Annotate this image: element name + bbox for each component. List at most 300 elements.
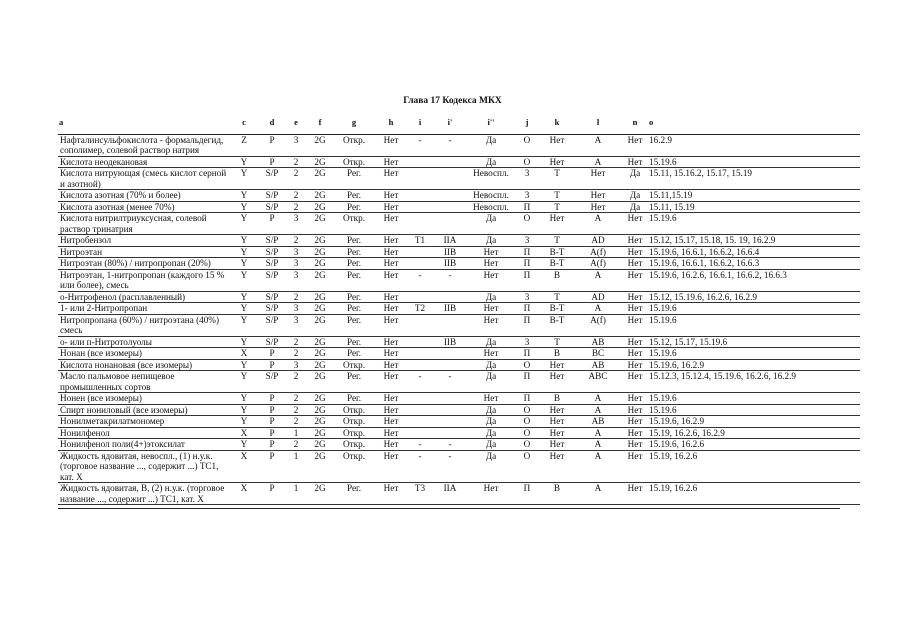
cell-l: BC <box>574 348 622 360</box>
cell-f: 2G <box>306 269 334 291</box>
cell-k: B <box>540 269 574 291</box>
cell-j: П <box>514 246 540 258</box>
cell-i2: IIA <box>432 483 468 505</box>
cell-g: Откр. <box>334 134 374 156</box>
cell-n: Нет <box>622 258 648 270</box>
cell-d: P <box>258 404 286 416</box>
cell-g: Рег. <box>334 393 374 405</box>
cell-n: Нет <box>622 371 648 393</box>
cell-o: 15.19.6 <box>648 156 860 168</box>
cell-o: 15.19, 16.2.6 <box>648 483 860 505</box>
cell-h: Нет <box>374 168 408 190</box>
table-header-row <box>58 116 860 134</box>
cell-a: Спирт нониловый (все изомеры) <box>58 404 230 416</box>
cell-j: П <box>514 348 540 360</box>
cell-n: Нет <box>622 314 648 336</box>
cell-k: Нет <box>540 213 574 235</box>
cell-c: Y <box>230 439 258 451</box>
cell-l: AD <box>574 291 622 303</box>
cell-a: Нитробензол <box>58 235 230 247</box>
cell-i2 <box>432 359 468 371</box>
cell-l: A <box>574 393 622 405</box>
cell-h: Нет <box>374 393 408 405</box>
cell-a: Нитроэтан <box>58 246 230 258</box>
cell-n: Нет <box>622 427 648 439</box>
cell-e: 3 <box>286 134 306 156</box>
cell-o: 15.12, 15.17, 15.18, 15. 19, 16.2.9 <box>648 235 860 247</box>
cell-e: 1 <box>286 483 306 505</box>
cell-i2 <box>432 213 468 235</box>
cell-i <box>408 213 432 235</box>
cell-g: Откр. <box>334 450 374 483</box>
cell-l: A(f) <box>574 258 622 270</box>
table-row <box>58 439 860 451</box>
cell-n: Нет <box>622 291 648 303</box>
cell-g: Рег. <box>334 483 374 505</box>
cell-f: 2G <box>306 483 334 505</box>
cell-f: 2G <box>306 235 334 247</box>
cell-f: 2G <box>306 371 334 393</box>
table-row <box>58 393 860 405</box>
column-header-f: f <box>306 116 334 134</box>
cell-n: Нет <box>622 348 648 360</box>
cell-i3: Да <box>468 371 514 393</box>
cell-n: Нет <box>622 134 648 156</box>
cell-c: Y <box>230 303 258 315</box>
cell-e: 3 <box>286 246 306 258</box>
cell-i3: Нет <box>468 314 514 336</box>
cell-f: 2G <box>306 156 334 168</box>
cell-l: AB <box>574 336 622 348</box>
cell-k: B <box>540 393 574 405</box>
cell-c: Y <box>230 393 258 405</box>
cell-c: Y <box>230 291 258 303</box>
cell-c: Y <box>230 201 258 213</box>
cell-j: П <box>514 303 540 315</box>
table-row <box>58 359 860 371</box>
cell-d: P <box>258 427 286 439</box>
cell-i2 <box>432 190 468 202</box>
cell-g: Рег. <box>334 303 374 315</box>
cell-n: Нет <box>622 235 648 247</box>
cell-n: Нет <box>622 483 648 505</box>
cell-g: Рег. <box>334 314 374 336</box>
cell-a: Нафталинсульфокислота - формальдегид, сополимер, солевой раствор натрия <box>58 134 230 156</box>
cell-h: Нет <box>374 235 408 247</box>
cell-j: О <box>514 439 540 451</box>
cell-i2 <box>432 404 468 416</box>
cell-j: О <box>514 213 540 235</box>
cell-h: Нет <box>374 156 408 168</box>
cell-f: 2G <box>306 427 334 439</box>
cell-k: T <box>540 336 574 348</box>
cell-i: T2 <box>408 303 432 315</box>
cell-l: Нет <box>574 168 622 190</box>
cell-f: 2G <box>306 404 334 416</box>
cell-h: Нет <box>374 190 408 202</box>
table-row <box>58 168 860 190</box>
cell-h: Нет <box>374 258 408 270</box>
column-header-j: j <box>514 116 540 134</box>
cell-o: 15.19.6 <box>648 393 860 405</box>
cell-l: Нет <box>574 190 622 202</box>
cell-i2 <box>432 348 468 360</box>
table-row <box>58 450 860 483</box>
cell-k: Нет <box>540 450 574 483</box>
cell-d: S/P <box>258 201 286 213</box>
cell-i3: Да <box>468 359 514 371</box>
cell-c: Y <box>230 258 258 270</box>
cell-i3: Нет <box>468 258 514 270</box>
cell-g: Рег. <box>334 348 374 360</box>
cell-l: AD <box>574 235 622 247</box>
cell-c: Z <box>230 134 258 156</box>
cell-i: - <box>408 439 432 451</box>
cell-o: 15.19.6 <box>648 348 860 360</box>
cell-a: Кислота азотная (70% и более) <box>58 190 230 202</box>
cell-n: Нет <box>622 393 648 405</box>
cell-e: 2 <box>286 235 306 247</box>
cell-i <box>408 393 432 405</box>
cell-k: T <box>540 235 574 247</box>
cell-d: P <box>258 348 286 360</box>
cell-c: Y <box>230 269 258 291</box>
cell-j: П <box>514 258 540 270</box>
table-row <box>58 371 860 393</box>
column-header-d: d <box>258 116 286 134</box>
cell-h: Нет <box>374 303 408 315</box>
cell-a: Нитропропана (60%) / нитроэтана (40%) смесь <box>58 314 230 336</box>
table-row <box>58 291 860 303</box>
cell-i: - <box>408 450 432 483</box>
page-title: Глава 17 Кодекса МКХ <box>403 96 502 106</box>
cell-f: 2G <box>306 439 334 451</box>
cell-o: 15.19.6 <box>648 314 860 336</box>
cell-n: Нет <box>622 269 648 291</box>
table-row <box>58 303 860 315</box>
cell-f: 2G <box>306 258 334 270</box>
cell-h: Нет <box>374 269 408 291</box>
cell-a: Нонилфенол поли(4+)этоксилат <box>58 439 230 451</box>
cell-o: 15.19, 16.2.6, 16.2.9 <box>648 427 860 439</box>
cell-o: 15.12, 15.17, 15.19.6 <box>648 336 860 348</box>
cell-i3: Невоспл. <box>468 190 514 202</box>
cell-h: Нет <box>374 483 408 505</box>
cell-d: P <box>258 213 286 235</box>
cell-o: 16.2.9 <box>648 134 860 156</box>
cell-c: Y <box>230 336 258 348</box>
cell-i3: Да <box>468 439 514 451</box>
cell-f: 2G <box>306 314 334 336</box>
column-header-h: h <box>374 116 408 134</box>
cell-i3: Да <box>468 336 514 348</box>
cell-o: 15.11, 15.19 <box>648 201 860 213</box>
table-row <box>58 483 860 505</box>
cell-i <box>408 258 432 270</box>
cell-i2 <box>432 416 468 428</box>
cell-j: 3 <box>514 291 540 303</box>
cell-i3: Нет <box>468 348 514 360</box>
cell-i <box>408 156 432 168</box>
table-row <box>58 246 860 258</box>
cell-c: Y <box>230 314 258 336</box>
table-row <box>58 416 860 428</box>
cell-f: 2G <box>306 303 334 315</box>
cell-f: 2G <box>306 201 334 213</box>
cell-j: О <box>514 404 540 416</box>
cell-d: S/P <box>258 371 286 393</box>
cell-f: 2G <box>306 291 334 303</box>
cell-i <box>408 427 432 439</box>
cell-i <box>408 201 432 213</box>
cell-e: 2 <box>286 190 306 202</box>
cell-n: Нет <box>622 213 648 235</box>
cell-i2 <box>432 427 468 439</box>
cell-d: S/P <box>258 246 286 258</box>
cell-a: Жидкость ядовитая, невоспл., (1) н.у.к. (торговое название ..., содержит ...) TC1, кат. X <box>58 450 230 483</box>
cell-g: Откр. <box>334 404 374 416</box>
cell-l: A <box>574 213 622 235</box>
cargo-table <box>58 116 860 505</box>
cell-g: Откр. <box>334 427 374 439</box>
cell-o: 15.19.6, 16.2.9 <box>648 416 860 428</box>
cell-e: 2 <box>286 371 306 393</box>
cell-o: 15.11,15.19 <box>648 190 860 202</box>
cell-l: A <box>574 404 622 416</box>
cell-n: Нет <box>622 450 648 483</box>
cell-o: 15.19.6 <box>648 213 860 235</box>
cell-i <box>408 336 432 348</box>
cell-a: Нитроэтан (80%) / нитропропан (20%) <box>58 258 230 270</box>
cell-g: Откр. <box>334 156 374 168</box>
cell-h: Нет <box>374 314 408 336</box>
cell-i2: - <box>432 269 468 291</box>
cell-e: 2 <box>286 291 306 303</box>
cell-g: Рег. <box>334 246 374 258</box>
cell-k: Нет <box>540 156 574 168</box>
cell-n: Нет <box>622 303 648 315</box>
table-row <box>58 314 860 336</box>
cell-i <box>408 404 432 416</box>
cell-f: 2G <box>306 168 334 190</box>
cell-a: Кислота нитрующая (смесь кислот серной и азотной) <box>58 168 230 190</box>
cell-o: 15.19.6, 16.6.1, 16.6.2, 16.6.3 <box>648 258 860 270</box>
cell-o: 15.19.6, 16.2.6, 16.6.1, 16.6.2, 16.6.3 <box>648 269 860 291</box>
cell-a: 1- или 2-Нитропропан <box>58 303 230 315</box>
cell-e: 2 <box>286 348 306 360</box>
cell-d: S/P <box>258 269 286 291</box>
table-row <box>58 201 860 213</box>
cell-e: 3 <box>286 303 306 315</box>
cell-l: A <box>574 450 622 483</box>
cell-f: 2G <box>306 246 334 258</box>
cell-d: S/P <box>258 258 286 270</box>
cell-h: Нет <box>374 371 408 393</box>
cell-k: B-T <box>540 303 574 315</box>
cell-c: X <box>230 427 258 439</box>
cell-d: S/P <box>258 168 286 190</box>
cell-f: 2G <box>306 213 334 235</box>
cell-i3: Да <box>468 291 514 303</box>
cell-e: 1 <box>286 427 306 439</box>
cell-i2: - <box>432 371 468 393</box>
cell-o: 15.12, 15.19.6, 16.2.6, 16.2.9 <box>648 291 860 303</box>
cell-a: Кислота нитрилтриуксусная, солевой раствор тринатрия <box>58 213 230 235</box>
cell-h: Нет <box>374 404 408 416</box>
column-header-o: o <box>648 116 860 134</box>
cell-n: Нет <box>622 336 648 348</box>
cell-g: Откр. <box>334 213 374 235</box>
cell-c: X <box>230 450 258 483</box>
cell-g: Рег. <box>334 201 374 213</box>
cell-k: T <box>540 201 574 213</box>
cell-l: AB <box>574 359 622 371</box>
cell-k: T <box>540 291 574 303</box>
cell-h: Нет <box>374 348 408 360</box>
cell-j: 3 <box>514 336 540 348</box>
cell-j: О <box>514 427 540 439</box>
cell-l: A <box>574 427 622 439</box>
cell-g: Рег. <box>334 371 374 393</box>
cell-i: - <box>408 371 432 393</box>
cell-k: B-T <box>540 314 574 336</box>
cell-i <box>408 190 432 202</box>
cell-o: 15.19, 16.2.6 <box>648 450 860 483</box>
cell-a: Кислота азотная (менее 70%) <box>58 201 230 213</box>
cell-e: 1 <box>286 450 306 483</box>
cell-e: 3 <box>286 258 306 270</box>
cell-j: 3 <box>514 168 540 190</box>
cell-h: Нет <box>374 427 408 439</box>
cell-h: Нет <box>374 359 408 371</box>
cell-l: A <box>574 483 622 505</box>
cell-i3: Нет <box>468 483 514 505</box>
column-header-n: n <box>622 116 648 134</box>
cell-i2: IIB <box>432 336 468 348</box>
cell-e: 2 <box>286 156 306 168</box>
cell-i2 <box>432 393 468 405</box>
cell-g: Рег. <box>334 269 374 291</box>
cell-c: Y <box>230 416 258 428</box>
cell-j: П <box>514 269 540 291</box>
column-header-i2: i' <box>432 116 468 134</box>
cell-l: A <box>574 439 622 451</box>
cell-i: - <box>408 269 432 291</box>
table-row <box>58 134 860 156</box>
cell-a: Нонан (все изомеры) <box>58 348 230 360</box>
cell-f: 2G <box>306 393 334 405</box>
cell-i2: - <box>432 450 468 483</box>
cell-f: 2G <box>306 359 334 371</box>
cell-i: T1 <box>408 235 432 247</box>
cell-k: B-T <box>540 258 574 270</box>
column-header-k: k <box>540 116 574 134</box>
cell-i3: Да <box>468 416 514 428</box>
cell-i3: Нет <box>468 246 514 258</box>
cell-d: S/P <box>258 190 286 202</box>
cell-d: P <box>258 393 286 405</box>
cell-k: Нет <box>540 404 574 416</box>
cell-f: 2G <box>306 190 334 202</box>
cell-l: AB <box>574 416 622 428</box>
cell-i3: Да <box>468 235 514 247</box>
cell-i3: Нет <box>468 269 514 291</box>
cell-n: Нет <box>622 359 648 371</box>
cell-i2: IIA <box>432 235 468 247</box>
cell-j: П <box>514 371 540 393</box>
cell-i: - <box>408 134 432 156</box>
cell-c: Y <box>230 190 258 202</box>
cell-k: Нет <box>540 134 574 156</box>
cell-i2 <box>432 168 468 190</box>
cell-h: Нет <box>374 246 408 258</box>
cell-c: Y <box>230 213 258 235</box>
cell-g: Рег. <box>334 235 374 247</box>
cell-o: 15.19.6 <box>648 404 860 416</box>
cell-a: Нонилфенол <box>58 427 230 439</box>
cell-l: A <box>574 134 622 156</box>
cell-e: 3 <box>286 359 306 371</box>
cell-j: 3 <box>514 235 540 247</box>
column-header-a: a <box>58 116 230 134</box>
cell-k: Нет <box>540 439 574 451</box>
cell-i <box>408 314 432 336</box>
cell-c: Y <box>230 156 258 168</box>
table-row <box>58 258 860 270</box>
cell-o: 15.12.3, 15.12.4, 15.19.6, 16.2.6, 16.2.9 <box>648 371 860 393</box>
cell-i2: - <box>432 134 468 156</box>
cell-g: Откр. <box>334 416 374 428</box>
cell-i3: Невоспл. <box>468 201 514 213</box>
cell-h: Нет <box>374 134 408 156</box>
cell-l: A <box>574 269 622 291</box>
cell-k: B <box>540 348 574 360</box>
cell-c: Y <box>230 235 258 247</box>
cell-e: 2 <box>286 336 306 348</box>
cell-a: Масло пальмовое непищевое промышленных сортов <box>58 371 230 393</box>
cell-h: Нет <box>374 201 408 213</box>
cell-o: 15.19.6, 16.2.6 <box>648 439 860 451</box>
cell-i <box>408 416 432 428</box>
cell-e: 2 <box>286 416 306 428</box>
cell-i2: IIB <box>432 303 468 315</box>
cell-f: 2G <box>306 134 334 156</box>
cell-i3: Да <box>468 450 514 483</box>
cell-g: Рег. <box>334 336 374 348</box>
cell-f: 2G <box>306 336 334 348</box>
table-bottom-rule <box>58 508 840 509</box>
cell-j: О <box>514 450 540 483</box>
table-row <box>58 336 860 348</box>
cell-n: Нет <box>622 416 648 428</box>
cell-d: P <box>258 483 286 505</box>
cell-k: T <box>540 168 574 190</box>
cell-e: 2 <box>286 393 306 405</box>
cell-l: A(f) <box>574 314 622 336</box>
cell-h: Нет <box>374 213 408 235</box>
column-header-i3: i'' <box>468 116 514 134</box>
cell-a: о- или п-Нитротолуолы <box>58 336 230 348</box>
table-row <box>58 213 860 235</box>
cell-l: Нет <box>574 201 622 213</box>
table-row <box>58 156 860 168</box>
cell-a: Нонилметакрилатмономер <box>58 416 230 428</box>
cell-i2: IIB <box>432 246 468 258</box>
cell-d: S/P <box>258 303 286 315</box>
cell-e: 3 <box>286 269 306 291</box>
cell-l: A <box>574 303 622 315</box>
cell-i2: - <box>432 439 468 451</box>
